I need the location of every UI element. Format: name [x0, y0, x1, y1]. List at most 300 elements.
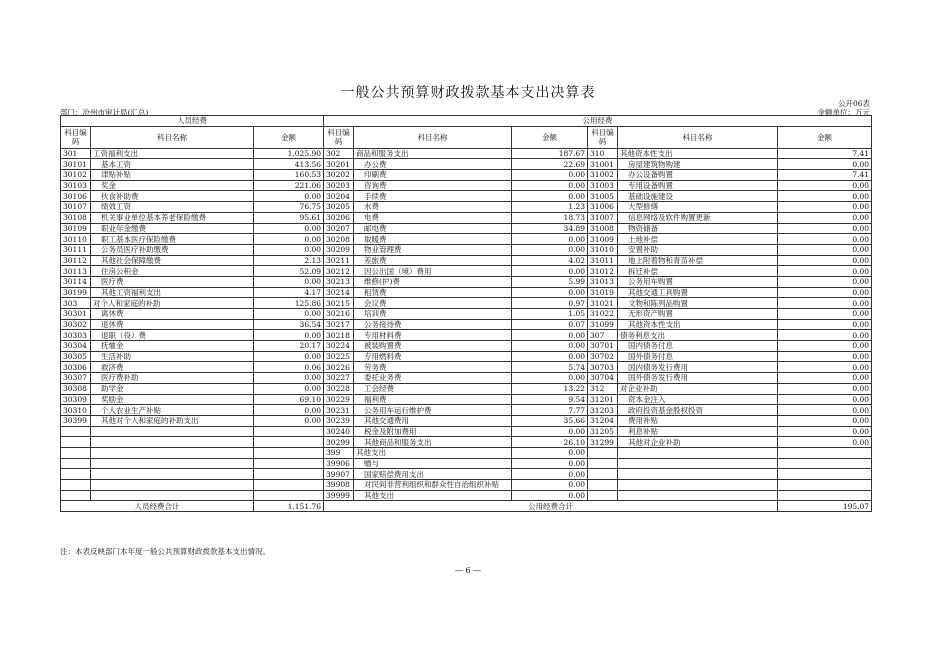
cell-code: 30305	[61, 351, 91, 362]
cell-code	[61, 426, 91, 437]
cell-amount: 4.02	[512, 255, 588, 266]
cell-amount	[254, 426, 324, 437]
cell-amount: 0.00	[512, 351, 588, 362]
cell-name: 土地补偿	[618, 234, 778, 245]
table-row	[61, 255, 872, 266]
cell-name: 债务利息支出	[618, 330, 778, 341]
cell-amount: 0.00	[254, 330, 324, 341]
cell-name	[618, 469, 778, 480]
cell-code: 30704	[588, 373, 618, 384]
cell-amount: 7.77	[512, 405, 588, 416]
expenditure-table	[60, 115, 872, 512]
table-row	[61, 490, 872, 501]
personnel-header: 人员经费	[61, 116, 324, 127]
cell-amount: 20.17	[254, 341, 324, 352]
cell-name: 其他支出	[354, 490, 512, 501]
cell-code	[61, 490, 91, 501]
cell-name: 资本金注入	[618, 394, 778, 405]
table-row	[61, 148, 872, 159]
cell-amount: 0.00	[778, 244, 872, 255]
cell-amount: 0.00	[254, 309, 324, 320]
cell-name: 医疗费补助	[91, 373, 254, 384]
cell-name: 生活补助	[91, 351, 254, 362]
cell-code: 30303	[61, 330, 91, 341]
cell-name: 国内债务发行费用	[618, 362, 778, 373]
cell-code: 30212	[324, 266, 354, 277]
cell-amount: 0.00	[778, 159, 872, 170]
table-row	[61, 244, 872, 255]
cell-name: 退职（役）费	[91, 330, 254, 341]
cell-name: 公务用车运行维护费	[354, 405, 512, 416]
cell-name: 伙食补助费	[91, 191, 254, 202]
cell-amount: 160.53	[254, 170, 324, 181]
cell-code: 30703	[588, 362, 618, 373]
cell-name: 物资储备	[618, 223, 778, 234]
table-row	[61, 330, 872, 341]
cell-code	[588, 490, 618, 501]
name-header: 科目名称	[618, 126, 778, 148]
cell-amount: 0.00	[512, 191, 588, 202]
cell-amount	[778, 469, 872, 480]
cell-code: 30108	[61, 212, 91, 223]
cell-amount: 0.00	[512, 330, 588, 341]
cell-name: 信息网络及软件购置更新	[618, 212, 778, 223]
cell-code: 31005	[588, 191, 618, 202]
table-row	[61, 394, 872, 405]
cell-amount: 1.23	[512, 202, 588, 213]
table-row	[61, 469, 872, 480]
cell-name: 拆迁补偿	[618, 266, 778, 277]
cell-code: 30310	[61, 405, 91, 416]
cell-code: 30213	[324, 276, 354, 287]
cell-code: 30109	[61, 223, 91, 234]
cell-name	[618, 458, 778, 469]
table-row	[61, 191, 872, 202]
cell-amount: 0.00	[512, 447, 588, 458]
cell-code: 30216	[324, 309, 354, 320]
table-row	[61, 287, 872, 298]
cell-code: 30113	[61, 266, 91, 277]
code-header: 科目编码	[588, 126, 618, 148]
cell-amount: 0.00	[254, 405, 324, 416]
cell-code: 307	[588, 330, 618, 341]
cell-name: 对民间非营利组织和群众性自治组织补贴	[354, 480, 512, 491]
cell-amount: 2.13	[254, 255, 324, 266]
cell-amount: 35.66	[512, 415, 588, 426]
cell-code: 31013	[588, 276, 618, 287]
cell-code: 30226	[324, 362, 354, 373]
cell-code: 30106	[61, 191, 91, 202]
cell-amount: 0.00	[512, 170, 588, 181]
cell-code: 30215	[324, 298, 354, 309]
cell-name: 赠与	[354, 458, 512, 469]
table-row	[61, 234, 872, 245]
cell-code: 30114	[61, 276, 91, 287]
table-row	[61, 309, 872, 320]
cell-amount: 0.07	[512, 319, 588, 330]
cell-code: 30204	[324, 191, 354, 202]
cell-code: 31299	[588, 437, 618, 448]
cell-amount: 0.00	[778, 276, 872, 287]
personnel-total-value: 1,151.76	[254, 501, 324, 512]
cell-amount: 0.00	[512, 234, 588, 245]
cell-code: 31002	[588, 170, 618, 181]
public-total-label: 公用经费合计	[324, 501, 778, 512]
cell-code: 30224	[324, 341, 354, 352]
cell-amount: 26.10	[512, 437, 588, 448]
cell-name: 公务接待费	[354, 319, 512, 330]
cell-name	[91, 437, 254, 448]
cell-amount: 0.00	[778, 394, 872, 405]
cell-code: 30306	[61, 362, 91, 373]
cell-amount: 36.54	[254, 319, 324, 330]
cell-name: 其他商品和服务支出	[354, 437, 512, 448]
cell-code: 31012	[588, 266, 618, 277]
cell-code: 312	[588, 383, 618, 394]
cell-code: 30205	[324, 202, 354, 213]
table-column-header	[61, 126, 872, 148]
cell-name	[618, 490, 778, 501]
cell-amount: 0.00	[778, 362, 872, 373]
cell-code: 30107	[61, 202, 91, 213]
cell-code: 30201	[324, 159, 354, 170]
cell-amount: 0.00	[778, 437, 872, 448]
cell-amount: 0.00	[778, 180, 872, 191]
public-header: 公用经费	[324, 116, 872, 127]
cell-amount: 0.00	[512, 341, 588, 352]
cell-name: 邮电费	[354, 223, 512, 234]
cell-code	[61, 469, 91, 480]
table-row	[61, 223, 872, 234]
cell-amount: 0.00	[778, 341, 872, 352]
cell-name: 其他交通费用	[354, 415, 512, 426]
cell-code: 30199	[61, 287, 91, 298]
cell-code	[588, 458, 618, 469]
table-row	[61, 405, 872, 416]
cell-name: 物业管理费	[354, 244, 512, 255]
cell-code: 31201	[588, 394, 618, 405]
unit-label: 金额单位：万元	[817, 108, 870, 117]
cell-amount: 1.05	[512, 309, 588, 320]
table-row	[61, 266, 872, 277]
cell-amount	[254, 480, 324, 491]
cell-amount: 0.00	[778, 191, 872, 202]
form-number: 公开06表	[837, 99, 870, 108]
cell-amount: 0.97	[512, 298, 588, 309]
cell-code: 30307	[61, 373, 91, 384]
cell-code	[61, 480, 91, 491]
cell-amount: 0.00	[778, 255, 872, 266]
table-row	[61, 373, 872, 384]
cell-name: 对个人和家庭的补助	[91, 298, 254, 309]
cell-name: 医疗费	[91, 276, 254, 287]
cell-name: 国外债务付息	[618, 351, 778, 362]
cell-amount: 0.00	[254, 234, 324, 245]
cell-code: 31021	[588, 298, 618, 309]
cell-name: 被装购置费	[354, 341, 512, 352]
cell-amount: 0.00	[512, 180, 588, 191]
cell-name: 专用燃料费	[354, 351, 512, 362]
cell-code: 303	[61, 298, 91, 309]
public-total-value: 195.07	[778, 501, 872, 512]
cell-code: 31009	[588, 234, 618, 245]
cell-amount: 0.00	[778, 234, 872, 245]
cell-code: 30701	[588, 341, 618, 352]
table-row	[61, 383, 872, 394]
cell-name: 个人农业生产补贴	[91, 405, 254, 416]
cell-name	[91, 447, 254, 458]
cell-amount: 413.56	[254, 159, 324, 170]
table-row	[61, 298, 872, 309]
cell-amount	[254, 458, 324, 469]
cell-amount: 0.00	[512, 373, 588, 384]
cell-name	[91, 469, 254, 480]
cell-amount: 221.06	[254, 180, 324, 191]
cell-code: 30308	[61, 383, 91, 394]
cell-name: 助学金	[91, 383, 254, 394]
cell-amount: 5.99	[512, 276, 588, 287]
cell-code: 31003	[588, 180, 618, 191]
cell-code	[61, 447, 91, 458]
cell-name: 其他资本性支出	[618, 319, 778, 330]
cell-code: 30240	[324, 426, 354, 437]
cell-name: 其他交通工具购置	[618, 287, 778, 298]
cell-code: 301	[61, 148, 91, 159]
cell-name: 离休费	[91, 309, 254, 320]
cell-code: 31099	[588, 319, 618, 330]
cell-name: 退休费	[91, 319, 254, 330]
cell-code: 30207	[324, 223, 354, 234]
cell-amount: 0.00	[254, 276, 324, 287]
cell-code: 39999	[324, 490, 354, 501]
page-number: — 6 —	[454, 566, 482, 575]
cell-name: 专用材料费	[354, 330, 512, 341]
cell-amount	[254, 447, 324, 458]
cell-amount: 76.75	[254, 202, 324, 213]
cell-code: 30309	[61, 394, 91, 405]
cell-name	[618, 480, 778, 491]
cell-name: 商品和服务支出	[354, 148, 512, 159]
cell-amount: 0.00	[778, 212, 872, 223]
cell-amount: 0.00	[254, 351, 324, 362]
cell-name: 职业年金缴费	[91, 223, 254, 234]
cell-name: 工资福利支出	[91, 148, 254, 159]
cell-code: 30211	[324, 255, 354, 266]
cell-code: 30208	[324, 234, 354, 245]
cell-code: 30302	[61, 319, 91, 330]
table-row	[61, 447, 872, 458]
table-row	[61, 458, 872, 469]
cell-code: 310	[588, 148, 618, 159]
cell-name: 税金及附加费用	[354, 426, 512, 437]
department-label: 部门：沧州市审计局(汇总)	[60, 108, 149, 117]
code-header: 科目编码	[61, 126, 91, 148]
cell-name: 房屋建筑物购建	[618, 159, 778, 170]
table-row	[61, 180, 872, 191]
amount-header: 金额	[512, 126, 588, 148]
cell-amount	[254, 469, 324, 480]
cell-amount: 0.00	[778, 287, 872, 298]
table-row	[61, 362, 872, 373]
cell-amount: 0.00	[254, 244, 324, 255]
cell-name: 绩效工资	[91, 202, 254, 213]
footnote: 注：本表反映部门本年度一般公共预算财政拨款基本支出情况。	[60, 547, 270, 556]
cell-name: 政府投资基金股权投资	[618, 405, 778, 416]
cell-code: 30214	[324, 287, 354, 298]
cell-code: 30301	[61, 309, 91, 320]
cell-amount: 0.00	[778, 223, 872, 234]
cell-name: 委托业务费	[354, 373, 512, 384]
cell-code: 30217	[324, 319, 354, 330]
cell-amount	[778, 458, 872, 469]
cell-code: 31007	[588, 212, 618, 223]
cell-code: 30110	[61, 234, 91, 245]
cell-amount: 0.00	[512, 287, 588, 298]
cell-amount: 5.74	[512, 362, 588, 373]
cell-name: 培训费	[354, 309, 512, 320]
cell-code: 39908	[324, 480, 354, 491]
cell-amount: 0.00	[254, 383, 324, 394]
cell-code	[588, 469, 618, 480]
cell-amount: 0.00	[778, 309, 872, 320]
cell-code: 31205	[588, 426, 618, 437]
cell-name: 国外债务发行费用	[618, 373, 778, 384]
cell-amount: 0.00	[778, 405, 872, 416]
cell-amount: 18.73	[512, 212, 588, 223]
cell-amount: 187.67	[512, 148, 588, 159]
cell-code	[588, 480, 618, 491]
cell-name: 租赁费	[354, 287, 512, 298]
name-header: 科目名称	[354, 126, 512, 148]
cell-code: 30111	[61, 244, 91, 255]
cell-name: 住房公积金	[91, 266, 254, 277]
cell-name: 差旅费	[354, 255, 512, 266]
cell-code: 30218	[324, 330, 354, 341]
cell-name	[91, 458, 254, 469]
table-row	[61, 415, 872, 426]
cell-name: 工会经费	[354, 383, 512, 394]
cell-name: 基本工资	[91, 159, 254, 170]
cell-amount: 0.00	[778, 383, 872, 394]
cell-amount	[254, 490, 324, 501]
cell-name: 印刷费	[354, 170, 512, 181]
cell-name: 利息补贴	[618, 426, 778, 437]
cell-code: 30112	[61, 255, 91, 266]
cell-name: 其他社会保障缴费	[91, 255, 254, 266]
table-row	[61, 170, 872, 181]
table-row	[61, 341, 872, 352]
cell-code: 30102	[61, 170, 91, 181]
cell-amount: 52.09	[254, 266, 324, 277]
cell-name: 大型修缮	[618, 202, 778, 213]
cell-code	[61, 437, 91, 448]
cell-name: 因公出国（境）费用	[354, 266, 512, 277]
cell-amount: 0.00	[778, 373, 872, 384]
cell-code: 30399	[61, 415, 91, 426]
cell-name: 文物和陈列品购置	[618, 298, 778, 309]
cell-name: 国内债务付息	[618, 341, 778, 352]
table-row	[61, 437, 872, 448]
cell-name: 奖金	[91, 180, 254, 191]
cell-name: 对企业补助	[618, 383, 778, 394]
cell-name: 安置补助	[618, 244, 778, 255]
cell-amount: 34.89	[512, 223, 588, 234]
cell-amount: 69.10	[254, 394, 324, 405]
cell-code: 30206	[324, 212, 354, 223]
cell-amount: 7.41	[778, 170, 872, 181]
cell-amount: 22.69	[512, 159, 588, 170]
cell-amount	[778, 480, 872, 491]
cell-name: 公务员医疗补助缴费	[91, 244, 254, 255]
cell-name: 会议费	[354, 298, 512, 309]
cell-code: 31011	[588, 255, 618, 266]
cell-code: 31010	[588, 244, 618, 255]
cell-amount: 0.00	[778, 298, 872, 309]
cell-code: 30228	[324, 383, 354, 394]
cell-code: 30231	[324, 405, 354, 416]
cell-amount: 0.00	[512, 490, 588, 501]
table-row	[61, 426, 872, 437]
cell-name	[91, 480, 254, 491]
cell-code: 31019	[588, 287, 618, 298]
cell-name: 取暖费	[354, 234, 512, 245]
cell-name: 其他对企业补助	[618, 437, 778, 448]
table-row	[61, 480, 872, 491]
cell-amount: 0.00	[512, 426, 588, 437]
cell-amount: 7.41	[778, 148, 872, 159]
cell-code: 302	[324, 148, 354, 159]
cell-code: 31008	[588, 223, 618, 234]
cell-code: 31022	[588, 309, 618, 320]
cell-amount: 0.00	[254, 415, 324, 426]
cell-name: 抚恤金	[91, 341, 254, 352]
cell-code: 30203	[324, 180, 354, 191]
cell-name: 津贴补贴	[91, 170, 254, 181]
page-title: 一般公共预算财政拨款基本支出决算表	[340, 85, 596, 101]
table-row	[61, 276, 872, 287]
table-row	[61, 212, 872, 223]
cell-name	[91, 426, 254, 437]
cell-code: 31001	[588, 159, 618, 170]
table-section-header	[61, 116, 872, 127]
cell-amount: 0.06	[254, 362, 324, 373]
cell-amount: 9.54	[512, 394, 588, 405]
cell-name: 其他工资福利支出	[91, 287, 254, 298]
cell-amount: 0.00	[512, 458, 588, 469]
cell-code: 39906	[324, 458, 354, 469]
cell-amount	[778, 447, 872, 458]
cell-amount: 0.00	[512, 480, 588, 491]
cell-code: 31204	[588, 415, 618, 426]
cell-amount: 0.00	[778, 330, 872, 341]
cell-name	[618, 447, 778, 458]
cell-name: 劳务费	[354, 362, 512, 373]
table-row	[61, 159, 872, 170]
cell-name: 办公设备购置	[618, 170, 778, 181]
cell-name: 国家赔偿费用支出	[354, 469, 512, 480]
cell-name: 维修(护)费	[354, 276, 512, 287]
cell-name: 救济费	[91, 362, 254, 373]
cell-name: 基础设施建设	[618, 191, 778, 202]
cell-name: 机关事业单位基本养老保险缴费	[91, 212, 254, 223]
cell-name: 福利费	[354, 394, 512, 405]
cell-code: 30229	[324, 394, 354, 405]
cell-amount: 0.00	[254, 223, 324, 234]
cell-name: 电费	[354, 212, 512, 223]
cell-amount: 0.00	[778, 415, 872, 426]
cell-code: 30101	[61, 159, 91, 170]
cell-code: 30209	[324, 244, 354, 255]
